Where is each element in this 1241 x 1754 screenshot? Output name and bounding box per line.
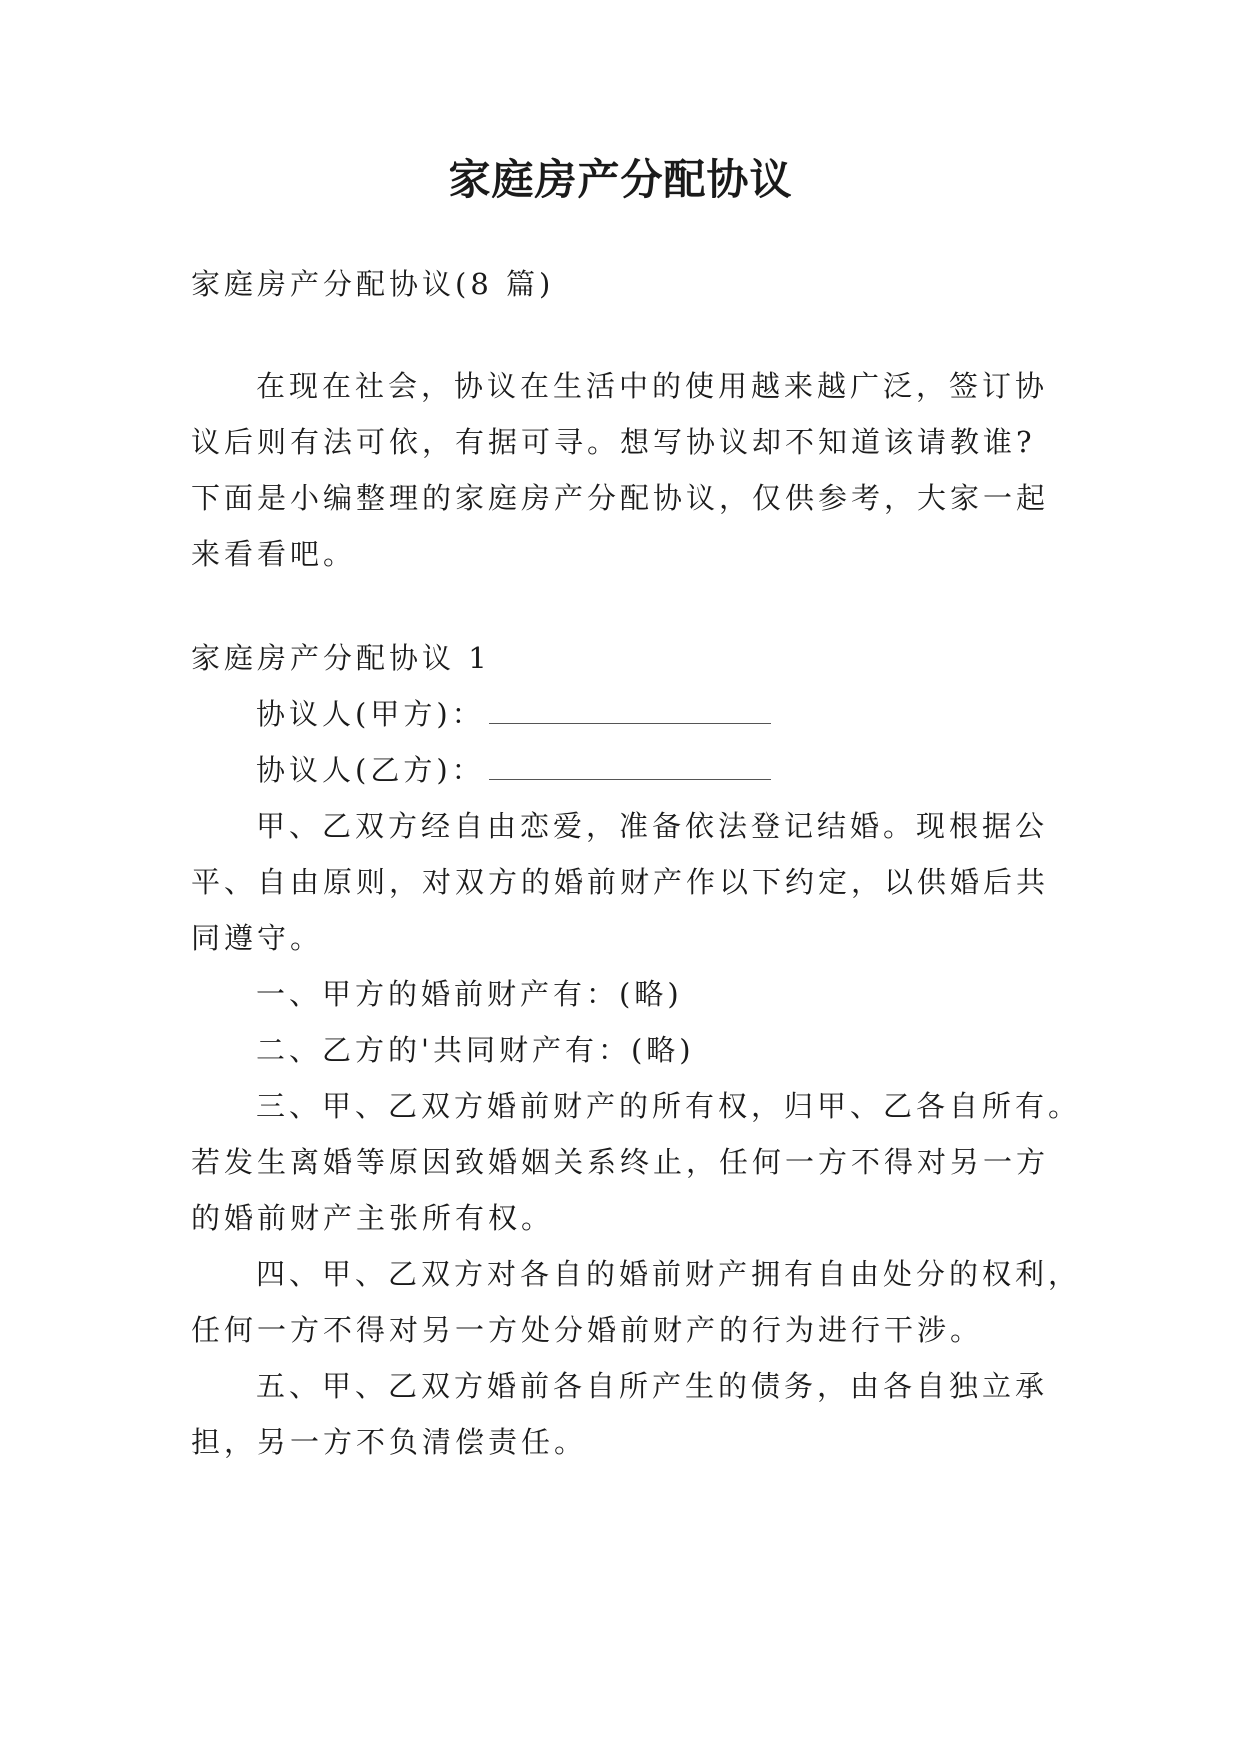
section-heading: 家庭房产分配协议 1	[191, 641, 491, 675]
paragraph-1-line-1: 甲、乙双方经自由恋爱，准备依法登记结婚。现根据公	[256, 809, 1049, 843]
item-3-line-1: 三、甲、乙双方婚前财产的所有权，归甲、乙各自所有。	[256, 1089, 1082, 1123]
party-b-label: 协议人(乙方)：	[256, 753, 485, 787]
paragraph-1-line-2: 平、自由原则，对双方的婚前财产作以下约定，以供婚后共	[191, 865, 1050, 899]
party-a-blank	[489, 697, 771, 724]
intro-line-3: 下面是小编整理的家庭房产分配协议，仅供参考，大家一起	[191, 481, 1050, 515]
item-3-line-2: 若发生离婚等原因致婚姻关系终止，任何一方不得对另一方	[191, 1145, 1050, 1179]
intro-line-2: 议后则有法可依，有据可寻。想写协议却不知道该请教谁?	[191, 425, 1036, 459]
document-subtitle: 家庭房产分配协议(8 篇)	[191, 267, 555, 301]
document-title: 家庭房产分配协议	[448, 155, 793, 204]
paragraph-1-line-3: 同遵守。	[191, 921, 324, 955]
party-a-row	[256, 694, 1126, 734]
item-1: 一、甲方的婚前财产有：(略)	[256, 977, 683, 1011]
party-b-blank	[489, 753, 771, 780]
intro-line-1: 在现在社会，协议在生活中的使用越来越广泛，签订协	[256, 369, 1049, 403]
item-5-line-2: 担，另一方不负清偿责任。	[191, 1425, 588, 1459]
intro-line-4: 来看看吧。	[191, 537, 357, 571]
item-3-line-3: 的婚前财产主张所有权。	[191, 1201, 555, 1235]
party-b-row	[256, 750, 1126, 790]
item-4-line-1: 四、甲、乙双方对各自的婚前财产拥有自由处分的权利，	[256, 1257, 1082, 1291]
item-4-line-2: 任何一方不得对另一方处分婚前财产的行为进行干涉。	[191, 1313, 984, 1347]
item-2: 二、乙方的'共同财产有：(略)	[256, 1033, 695, 1067]
item-5-line-1: 五、甲、乙双方婚前各自所产生的债务，由各自独立承	[256, 1369, 1049, 1403]
party-a-label: 协议人(甲方)：	[256, 697, 485, 731]
